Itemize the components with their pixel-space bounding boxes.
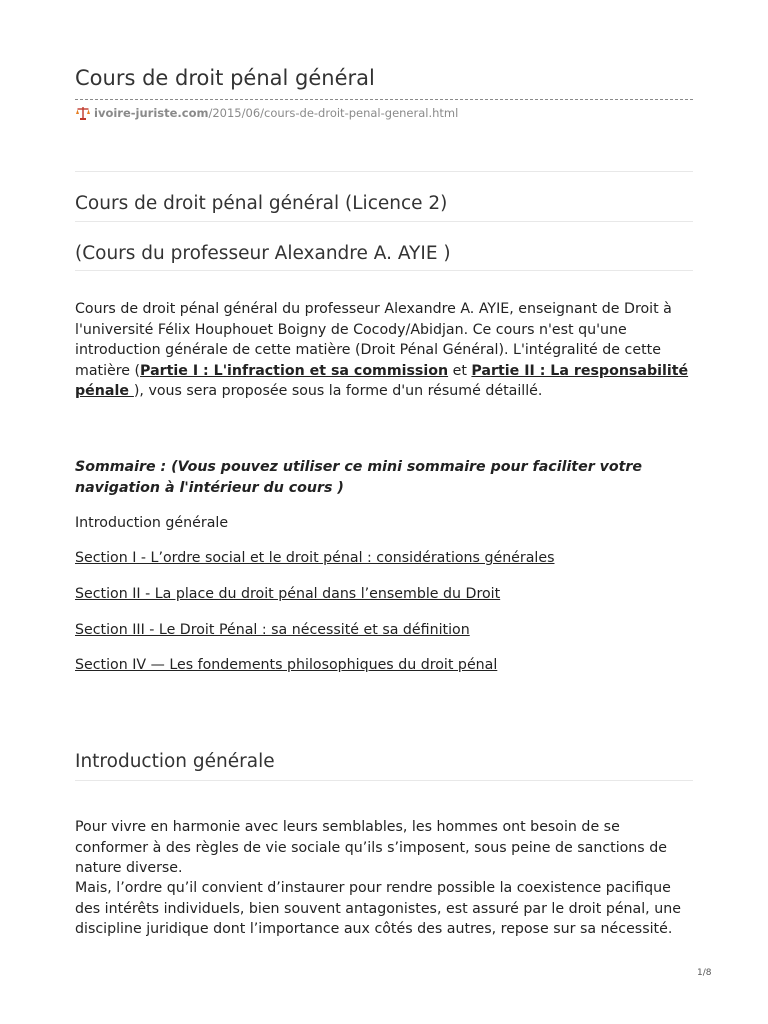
toc-intro: Introduction générale xyxy=(75,515,229,531)
scales-of-justice-icon xyxy=(75,105,91,121)
page-number: 1/8 xyxy=(697,968,712,978)
section-heading: Introduction générale xyxy=(75,751,275,772)
divider xyxy=(75,171,693,172)
professor-heading: (Cours du professeur Alexandre A. AYIE ) xyxy=(75,243,451,264)
toc-link-section-3[interactable]: Section III - Le Droit Pénal : sa nécessité et sa définition xyxy=(75,622,470,638)
source-path: /2015/06/cours-de-droit-penal-general.html xyxy=(208,106,459,120)
course-title-heading: Cours de droit pénal général (Licence 2) xyxy=(75,193,448,214)
summary-heading: Sommaire : (Vous pouvez utiliser ce mini sommaire pour faciliter votre navigation à l'intérieur du cours ) xyxy=(75,459,643,496)
source-url[interactable] xyxy=(75,104,458,122)
source-domain: ivoire-juriste.com xyxy=(94,106,209,120)
intro-paragraph: Cours de droit pénal général du professeur Alexandre A. AYIE, enseignant de Droit à l'université Félix Houphouet Boigny de Cocody/Abidjan. Ce cours n'est qu'une introduction générale de cette matière (Droit Pénal Général). L'intégralité de cette matière (Partie I : L'infraction et sa commission et Partie II : La responsabilité pénale ), vous sera proposée sous la forme d'un résumé détaillé. xyxy=(75,301,689,400)
toc-link-section-2[interactable]: Section II - La place du droit pénal dans l’ensemble du Droit xyxy=(75,586,501,602)
body-paragraph: Mais, l’ordre qu’il convient d’instaurer pour rendre possible la coexistence pacifique des intérêts individuels, bien souvent antagonistes, est assuré par le droit pénal, une discipline juridique dont l’importance aux côtés des autres, repose sur sa nécessité. xyxy=(75,880,681,938)
body-paragraph: Pour vivre en harmonie avec leurs semblables, les hommes ont besoin de se conformer à des règles de vie sociale qu’ils s’imposent, sous peine de sanctions de nature diverse. xyxy=(75,819,667,877)
toc-link-section-1[interactable]: Section I - L’ordre social et le droit pénal : considérations générales xyxy=(75,550,555,566)
divider xyxy=(75,221,693,222)
link-partie-1[interactable]: Partie I : L'infraction et sa commission xyxy=(140,362,449,379)
title-divider xyxy=(75,99,693,100)
toc-link-section-4[interactable]: Section IV — Les fondements philosophiques du droit pénal xyxy=(75,657,498,673)
divider xyxy=(75,780,693,781)
divider xyxy=(75,270,693,271)
page-title: Cours de droit pénal général xyxy=(75,66,375,90)
link-partie-2[interactable]: Partie II : La responsabilité pénale xyxy=(75,362,689,400)
